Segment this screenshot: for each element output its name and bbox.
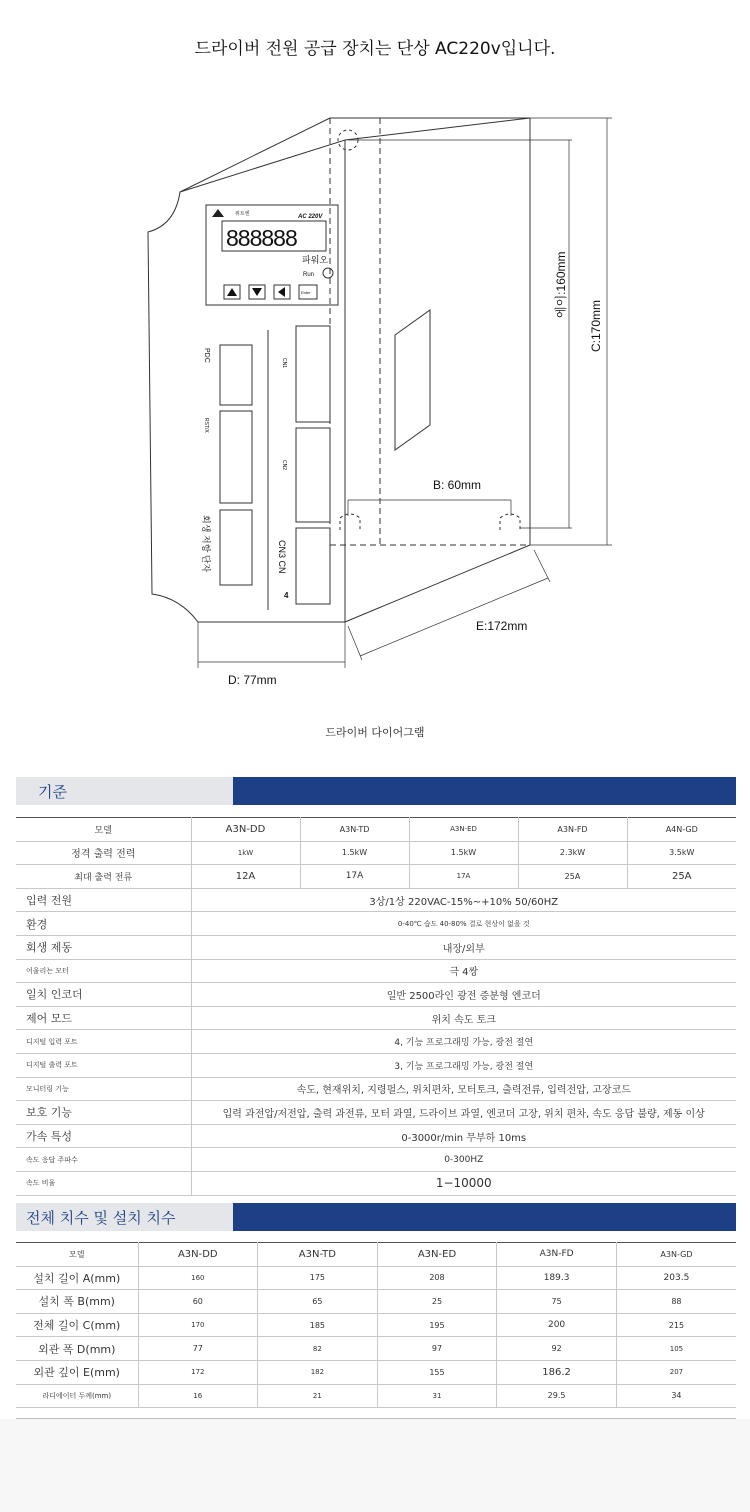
page-footer-area [0, 1419, 750, 1512]
ac-label: AC 220V [298, 214, 323, 220]
table-row [16, 1101, 736, 1125]
table-cell: 155 [377, 1360, 497, 1384]
table-cell: 203.5 [616, 1266, 736, 1290]
logo-icon [212, 209, 224, 217]
spec-table [16, 817, 736, 1196]
table-cell: 189.3 [497, 1266, 617, 1290]
table-row [16, 1360, 736, 1384]
dim-c-label: C:170mm [589, 299, 603, 352]
table-cell: 77 [138, 1337, 258, 1361]
table-cell: 25A [627, 865, 736, 889]
section-title: 전체 치수 및 설치 치수 [16, 1203, 233, 1231]
table-header-cell: 모델 [16, 818, 191, 842]
row-label: 환경 [16, 912, 191, 936]
run-label: Run [303, 272, 315, 278]
table-cell: 175 [258, 1266, 378, 1290]
segment-display: 888888 [226, 225, 297, 251]
dim-a-label: 에이:160mm [554, 251, 568, 318]
table-cell: 3, 기능 프로그래밍 가능, 광전 절연 [191, 1053, 736, 1077]
table-header-cell: A3N-GD [616, 1243, 736, 1267]
table-cell: 내장/외부 [191, 935, 736, 959]
table-cell: 1.5kW [409, 841, 518, 865]
row-label: 보호 기능 [16, 1101, 191, 1125]
row-label: 속도 응답 주파수 [16, 1148, 191, 1172]
section-header-dimensions [16, 1203, 736, 1231]
table-header-cell: A3N-ED [377, 1243, 497, 1267]
dim-d-label: D: 77mm [228, 673, 277, 687]
logo-text: 위트엔 [235, 211, 250, 217]
table-header-cell: A4N-GD [627, 818, 736, 842]
table-cell: 170 [138, 1313, 258, 1337]
table-cell: 97 [377, 1337, 497, 1361]
table-row [16, 1030, 736, 1054]
table-cell: 17A [300, 865, 409, 889]
section-header-fill [233, 777, 736, 805]
row-label: 일치 인코더 [16, 983, 191, 1007]
table-cell: 12A [191, 865, 300, 889]
table-cell: 182 [258, 1360, 378, 1384]
table-row [16, 1313, 736, 1337]
cn3-label: CN3 CN [277, 540, 287, 574]
table-cell: 17A [409, 865, 518, 889]
row-label: 제어 모드 [16, 1006, 191, 1030]
table-cell: 160 [138, 1266, 258, 1290]
table-row [16, 888, 736, 912]
row-label: 디지털 입력 포트 [16, 1030, 191, 1054]
table-row [16, 959, 736, 983]
section-header-standard [16, 777, 736, 805]
dim-e-label: E:172mm [476, 619, 528, 633]
table-header-cell: A3N-DD [138, 1243, 258, 1267]
driver-diagram [130, 100, 630, 700]
table-row [16, 912, 736, 936]
table-header-cell: A3N-TD [300, 818, 409, 842]
table-cell: 200 [497, 1313, 617, 1337]
cn4-label: 4 [284, 591, 289, 600]
table-cell: 185 [258, 1313, 378, 1337]
table-header-cell: 모델 [16, 1243, 138, 1267]
table-row [16, 1243, 736, 1267]
row-label: 속도 비율 [16, 1171, 191, 1195]
table-row [16, 818, 736, 842]
table-cell: 4, 기능 프로그래밍 가능, 광전 절연 [191, 1030, 736, 1054]
table-cell: 215 [616, 1313, 736, 1337]
section-header-fill [233, 1203, 736, 1231]
table-row [16, 1337, 736, 1361]
left-arrow-icon [278, 287, 285, 297]
row-label: 설치 폭 B(mm) [16, 1290, 138, 1314]
cn2-label: CN2 [281, 460, 287, 471]
table-row [16, 1077, 736, 1101]
pdc-label: PDC [203, 348, 210, 363]
page-headline: 드라이버 전원 공급 장치는 단상 AC220v입니다. [194, 39, 556, 59]
table-cell: 1kW [191, 841, 300, 865]
row-label: 회생 제동 [16, 935, 191, 959]
table-cell: 속도, 현재위치, 지령펄스, 위치편차, 모터토크, 출력전류, 입력전압, 고장코드 [191, 1077, 736, 1101]
row-label: 외관 깊이 E(mm) [16, 1360, 138, 1384]
down-arrow-icon [252, 288, 262, 296]
row-label: 설치 길이 A(mm) [16, 1266, 138, 1290]
dimensions-table [16, 1242, 736, 1408]
rstx-label: RST/X [203, 418, 209, 433]
table-cell: 0-300HZ [191, 1148, 736, 1172]
table-row [16, 1266, 736, 1290]
row-label: 디지털 출력 포트 [16, 1053, 191, 1077]
table-row [16, 935, 736, 959]
table-cell: 75 [497, 1290, 617, 1314]
table-cell: 29.5 [497, 1384, 617, 1408]
table-row [16, 1124, 736, 1148]
table-header-cell: A3N-ED [409, 818, 518, 842]
row-label: 어울리는 모터 [16, 959, 191, 983]
table-row [16, 1006, 736, 1030]
enter-label: Enter [301, 290, 311, 295]
table-row [16, 1290, 736, 1314]
table-cell: 105 [616, 1337, 736, 1361]
cn1-label: CN1 [281, 358, 287, 369]
table-cell: 일반 2500라인 광전 증분형 엔코더 [191, 983, 736, 1007]
table-row [16, 841, 736, 865]
table-cell: 0-3000r/min 무부하 10ms [191, 1124, 736, 1148]
table-row [16, 1384, 736, 1408]
regen-label: 회생 저항 단자 [201, 515, 211, 573]
table-cell: 31 [377, 1384, 497, 1408]
table-row [16, 1053, 736, 1077]
row-label: 가속 특성 [16, 1124, 191, 1148]
table-header-cell: A3N-FD [518, 818, 627, 842]
up-arrow-icon [227, 288, 237, 296]
section-title: 기준 [16, 777, 233, 805]
table-cell: 172 [138, 1360, 258, 1384]
row-label: 모니터링 기능 [16, 1077, 191, 1101]
table-cell: 입력 과전압/저전압, 출력 과전류, 모터 과열, 드라이브 과열, 엔코더 고장, 위치 편차, 속도 응답 불량, 제동 이상 [191, 1101, 736, 1125]
table-row [16, 983, 736, 1007]
row-label: 입력 전원 [16, 888, 191, 912]
row-label: 외관 폭 D(mm) [16, 1337, 138, 1361]
table-cell: 60 [138, 1290, 258, 1314]
table-row [16, 865, 736, 889]
row-label: 전체 길이 C(mm) [16, 1313, 138, 1337]
row-label: 정격 출력 전력 [16, 841, 191, 865]
table-cell: 195 [377, 1313, 497, 1337]
table-cell: 1−10000 [191, 1171, 736, 1195]
table-cell: 92 [497, 1337, 617, 1361]
table-cell: 16 [138, 1384, 258, 1408]
table-cell: 25 [377, 1290, 497, 1314]
table-cell: 2.3kW [518, 841, 627, 865]
table-cell: 207 [616, 1360, 736, 1384]
table-cell: 0-40℃ 습도 40-80% 결로 현상이 없을 것 [191, 912, 736, 936]
table-cell: 3상/1상 220VAC-15%~+10% 50/60HZ [191, 888, 736, 912]
table-header-cell: A3N-FD [497, 1243, 617, 1267]
table-cell: 25A [518, 865, 627, 889]
power-label: 파워오 [302, 255, 329, 265]
table-cell: 극 4쌍 [191, 959, 736, 983]
table-header-cell: A3N-TD [258, 1243, 378, 1267]
table-cell: 186.2 [497, 1360, 617, 1384]
dim-b-label: B: 60mm [433, 478, 482, 492]
table-header-cell: A3N-DD [191, 818, 300, 842]
table-cell: 위치 속도 토크 [191, 1006, 736, 1030]
table-cell: 82 [258, 1337, 378, 1361]
table-cell: 208 [377, 1266, 497, 1290]
diagram-caption: 드라이버 다이어그램 [325, 726, 425, 739]
row-label: 최대 출력 전류 [16, 865, 191, 889]
table-cell: 88 [616, 1290, 736, 1314]
row-label: 라디에이터 두께(mm) [16, 1384, 138, 1408]
table-cell: 3.5kW [627, 841, 736, 865]
table-row [16, 1171, 736, 1195]
table-cell: 21 [258, 1384, 378, 1408]
table-cell: 1.5kW [300, 841, 409, 865]
table-cell: 65 [258, 1290, 378, 1314]
table-row [16, 1148, 736, 1172]
table-cell: 34 [616, 1384, 736, 1408]
